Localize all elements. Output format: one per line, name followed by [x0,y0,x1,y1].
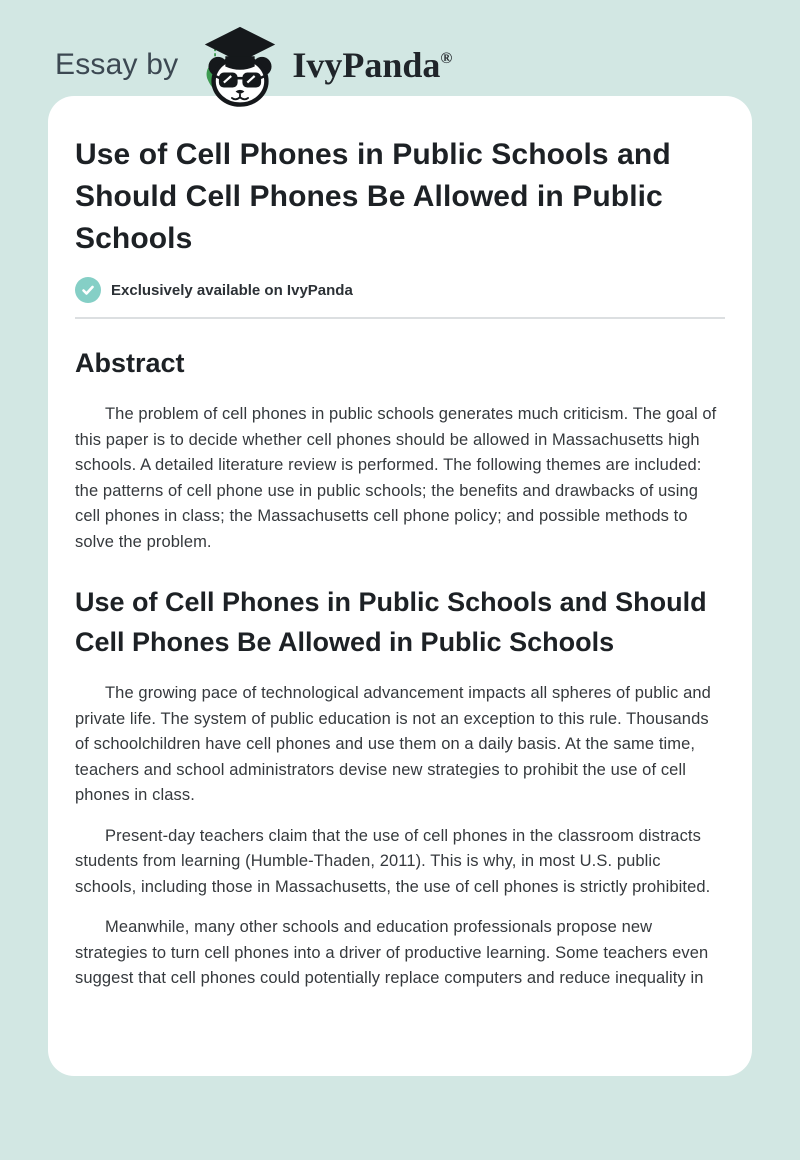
essay-by-label: Essay by [55,48,179,81]
essay-card [48,96,752,1076]
divider [75,317,725,319]
panda-logo-icon [196,23,284,107]
body-paragraph-3: Meanwhile, many other schools and education professionals propose new strategies to turn cell phones into a driver of productive learning. Some teachers even suggest that cell phones could potentially replace computers and reduce inequality in [75,918,709,987]
availability-row [75,277,725,303]
essay-title: Use of Cell Phones in Public Schools and Should Cell Phones Be Allowed in Public Schools [75,138,671,255]
brand-name: IvyPanda® [292,45,453,85]
body-paragraph-2: Present-day teachers claim that the use of cell phones in the classroom distracts students from learning (Humble-Thaden, 2011). This is why, in most U.S. public schools, including those in Massachusetts, the use of cell phones is strictly prohibited. [75,826,711,896]
section-heading-main: Use of Cell Phones in Public Schools and Should Cell Phones Be Allowed in Public Schools [75,587,707,657]
ivypanda-logo[interactable] [196,23,452,107]
check-icon [75,277,101,303]
availability-label: Exclusively available on IvyPanda [111,281,353,299]
site-header [0,0,800,94]
registered-mark: ® [440,50,453,67]
abstract-paragraph: The problem of cell phones in public schools generates much criticism. The goal of this paper is to decide whether cell phones should be allowed in Massachusetts high schools. A detailed literature review is performed. The following themes are included: the patterns of cell phone use in public schools; the benefits and drawbacks of using cell phones in class; the Massachusetts cell phone policy; and possible methods to solve the problem. [75,405,717,551]
section-heading-abstract: Abstract [75,348,185,378]
body-paragraph-1: The growing pace of technological advancement impacts all spheres of public and private life. The system of public education is not an exception to this rule. Thousands of schoolchildren have cell phones and use them on a daily basis. At the same time, teachers and school administrators devise new strategies to prohibit the use of cell phones in class. [75,684,711,804]
